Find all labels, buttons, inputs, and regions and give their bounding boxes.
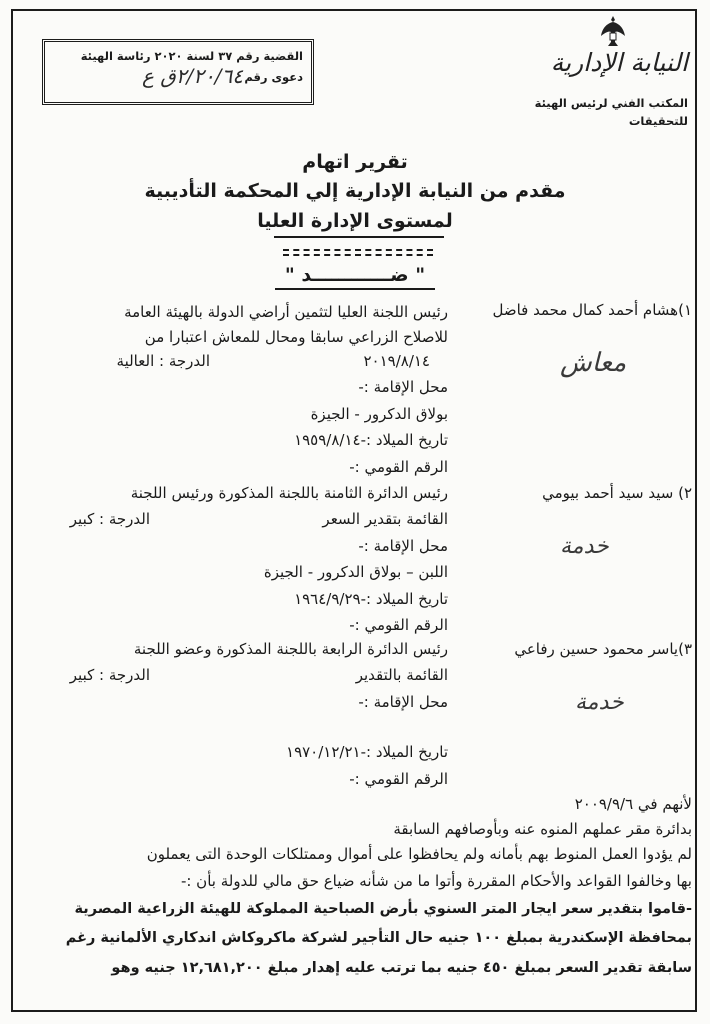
defendant-3-position-cont: القائمة بالتقدير [355, 666, 448, 684]
defendant-3-birth-date: تاريخ الميلاد :-١٩٧٠/١٢/٢١ [286, 743, 448, 761]
defendant-1-position: رئيس اللجنة العليا لتثمين أراضي الدولة بالهيئة العامة [124, 303, 448, 321]
defendant-3-position: رئيس الدائرة الرابعة باللجنة المذكورة وعضو اللجنة [133, 640, 448, 658]
defendant-2-birth-date: تاريخ الميلاد :-١٩٦٤/٩/٢٩ [294, 590, 448, 608]
report-subtitle: مقدم من النيابة الإدارية إلي المحكمة التأديبية [144, 180, 566, 202]
lawsuit-number-handwritten: ٢/٢٠/٦٤ق ع [142, 64, 243, 88]
defendant-2-national-id-label: الرقم القومي :- [349, 616, 448, 634]
defendant-1-national-id-label: الرقم القومي :- [349, 458, 448, 476]
separator-rule [283, 254, 433, 256]
charge-line-3: سابقة تقدير السعر بمبلغ ٤٥٠ جنيه بما ترتب عليه إهدار مبلغ ١٢,٦٨١,٢٠٠ جنيه وهو [111, 960, 692, 976]
case-reference-box [42, 39, 314, 105]
defendant-2-residence: اللبن – بولاق الدكرور - الجيزة [263, 563, 448, 581]
defendant-1-residence: بولاق الدكرور - الجيزة [310, 405, 448, 423]
logo-subtitle-office: المكتب الفني لرئيس الهيئة [534, 96, 688, 110]
against-heading: " ضــــــــــــد " [284, 264, 426, 286]
charge-line-1: -قاموا بتقدير سعر ايجار المتر السنوي بأرض الصباحية المملوكة للهيئة الزراعية المصرية [74, 901, 692, 917]
defendant-3-status-handwritten: خدمة [575, 690, 624, 715]
logo-subtitle-investigations: للتحقيقات [628, 114, 688, 128]
lawsuit-number-label: دعوى رقم [244, 70, 303, 84]
defendant-2-grade: الدرجة : كبير [69, 510, 150, 528]
defendant-3-residence-label: محل الإقامة :- [358, 693, 448, 711]
title-underline [274, 236, 444, 238]
incident-location: بدائرة مقر عملهم المنوه عنه وبأوصافهم السابقة [393, 820, 692, 838]
court-level: لمستوى الإدارة العليا [257, 210, 453, 232]
defendant-1-birth-date: تاريخ الميلاد :-١٩٥٩/٨/١٤ [294, 431, 448, 449]
separator-rule [283, 249, 433, 251]
defendant-2-name: ٢) سيد سيد أحمد بيومي [542, 484, 692, 502]
defendant-1-grade: الدرجة : العالية [116, 352, 210, 370]
defendant-1-residence-label: محل الإقامة :- [358, 378, 448, 396]
defendant-2-status-handwritten: خدمة [560, 534, 609, 559]
report-title: تقرير اتهام [302, 151, 408, 173]
logo-wordmark: النيابة الإدارية [550, 48, 688, 77]
defendant-1-name: ١)هشام أحمد كمال محمد فاضل [492, 301, 692, 319]
defendant-1-status-handwritten: معاش [560, 348, 627, 378]
defendant-2-position: رئيس الدائرة الثامنة باللجنة المذكورة ورئيس اللجنة [130, 484, 448, 502]
defendant-2-position-cont: القائمة بتقدير السعر [322, 510, 448, 528]
defendant-1-position-cont: للاصلاح الزراعي سابقا ومحال للمعاش اعتبارا من [144, 328, 448, 346]
defendant-3-name: ٣)ياسر محمود حسين رفاعي [514, 640, 692, 658]
case-number-line: القضية رقم ٣٧ لسنة ٢٠٢٠ رئاسة الهيئة [80, 49, 303, 63]
charge-intro: لم يؤدوا العمل المنوط بهم بأمانه ولم يحافظوا على أموال وممتلكات الوحدة التى يعملون [146, 845, 692, 863]
incident-date: لأنهم في ٢٠٠٩/٩/٦ [574, 795, 692, 813]
charge-intro-cont: بها وخالفوا القواعد والأحكام المقررة وأتوا ما من شأنه ضياع حق مالي للدولة بأن :- [180, 872, 692, 890]
defendant-3-national-id-label: الرقم القومي :- [349, 770, 448, 788]
defendant-3-grade: الدرجة : كبير [69, 666, 150, 684]
against-underline [275, 288, 435, 290]
defendant-1-retire-date: ٢٠١٩/٨/١٤ [363, 352, 430, 370]
defendant-2-residence-label: محل الإقامة :- [358, 537, 448, 555]
eagle-emblem-icon [600, 14, 626, 48]
charge-line-2: بمحافظة الإسكندرية بمبلغ ١٠٠ جنيه حال التأجير لشركة ماكروكاش اندكاري الألمانية رغم [65, 930, 692, 946]
